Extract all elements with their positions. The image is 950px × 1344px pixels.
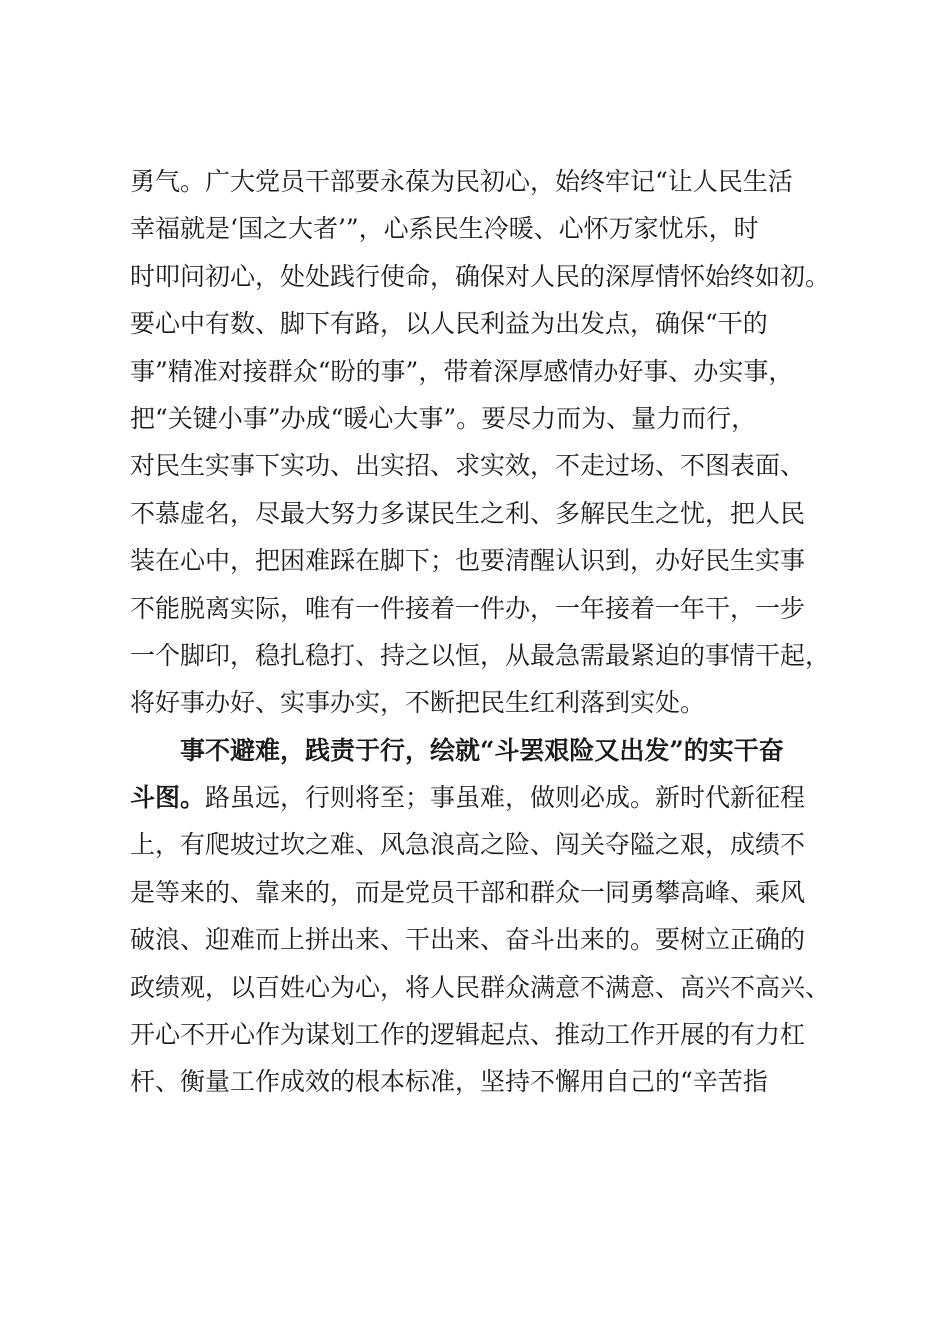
- text-line: [130, 727, 850, 774]
- text-line: 幸福就是‘国之大者’”，心系民生冷暖、心怀万家忧乐，时: [130, 214, 759, 244]
- text-line: 杆、衡量工作成效的根本标准，坚持不懈用自己的“辛苦指: [130, 1067, 768, 1097]
- body-text: [130, 158, 850, 1106]
- text-line: [130, 774, 850, 821]
- section-heading: 事不避难，践责于行，绘就“斗罢艰险又出发”的实干奋: [180, 735, 784, 765]
- text-line: 不慕虚名，尽最大努力多谋民生之利、多解民生之忧，把人民: [130, 498, 806, 528]
- text-line: 上，有爬坡过坎之难、风急浪高之险、闯关夺隘之艰，成绩不: [130, 830, 806, 860]
- text-line: 勇气。广大党员干部要永葆为民初心，始终牢记“让人民生活: [130, 167, 793, 196]
- text-line: 把“关键小事”办成“暖心大事”。要尽力而为、量力而行，: [130, 403, 757, 433]
- text-run: 路虽远，行则将至；事虽难，做则必成。新时代新征程: [205, 783, 806, 813]
- text-line: 事”精准对接群众“盼的事”，带着深厚感情办好事、办实事，: [130, 356, 794, 386]
- section-heading-end: 斗图。: [130, 783, 206, 813]
- text-line: 时叩问初心，处处践行使命，确保对人民的深厚情怀始终如初。: [130, 261, 831, 291]
- text-line: 政绩观，以百姓心为心，将人民群众满意不满意、高兴不高兴、: [130, 972, 831, 1002]
- text-line: 是等来的、靠来的，而是党员干部和群众一同勇攀高峰、乘风: [130, 877, 806, 907]
- text-line: 对民生实事下实功、出实招、求实效，不走过场、不图表面、: [130, 451, 806, 481]
- text-line: 要心中有数、脚下有路，以人民利益为出发点，确保“干的: [130, 309, 768, 339]
- paragraph-1: [130, 158, 850, 727]
- text-line: 开心不开心作为谋划工作的逻辑起点、推动工作开展的有力杠: [130, 1020, 806, 1050]
- text-line: 不能脱离实际，唯有一件接着一件办，一年接着一年干，一步: [130, 593, 806, 623]
- text-line: 一个脚印，稳扎稳打、持之以恒，从最急需最紧迫的事情干起，: [130, 640, 831, 670]
- paragraph-2: [130, 727, 850, 1106]
- text-line: 装在心中，把困难踩在脚下；也要清醒认识到，办好民生实事: [130, 546, 806, 576]
- text-line: 将好事办好、实事办实，不断把民生红利落到实处。: [130, 688, 706, 718]
- text-line: 破浪、迎难而上拼出来、干出来、奋斗出来的。要树立正确的: [130, 925, 806, 955]
